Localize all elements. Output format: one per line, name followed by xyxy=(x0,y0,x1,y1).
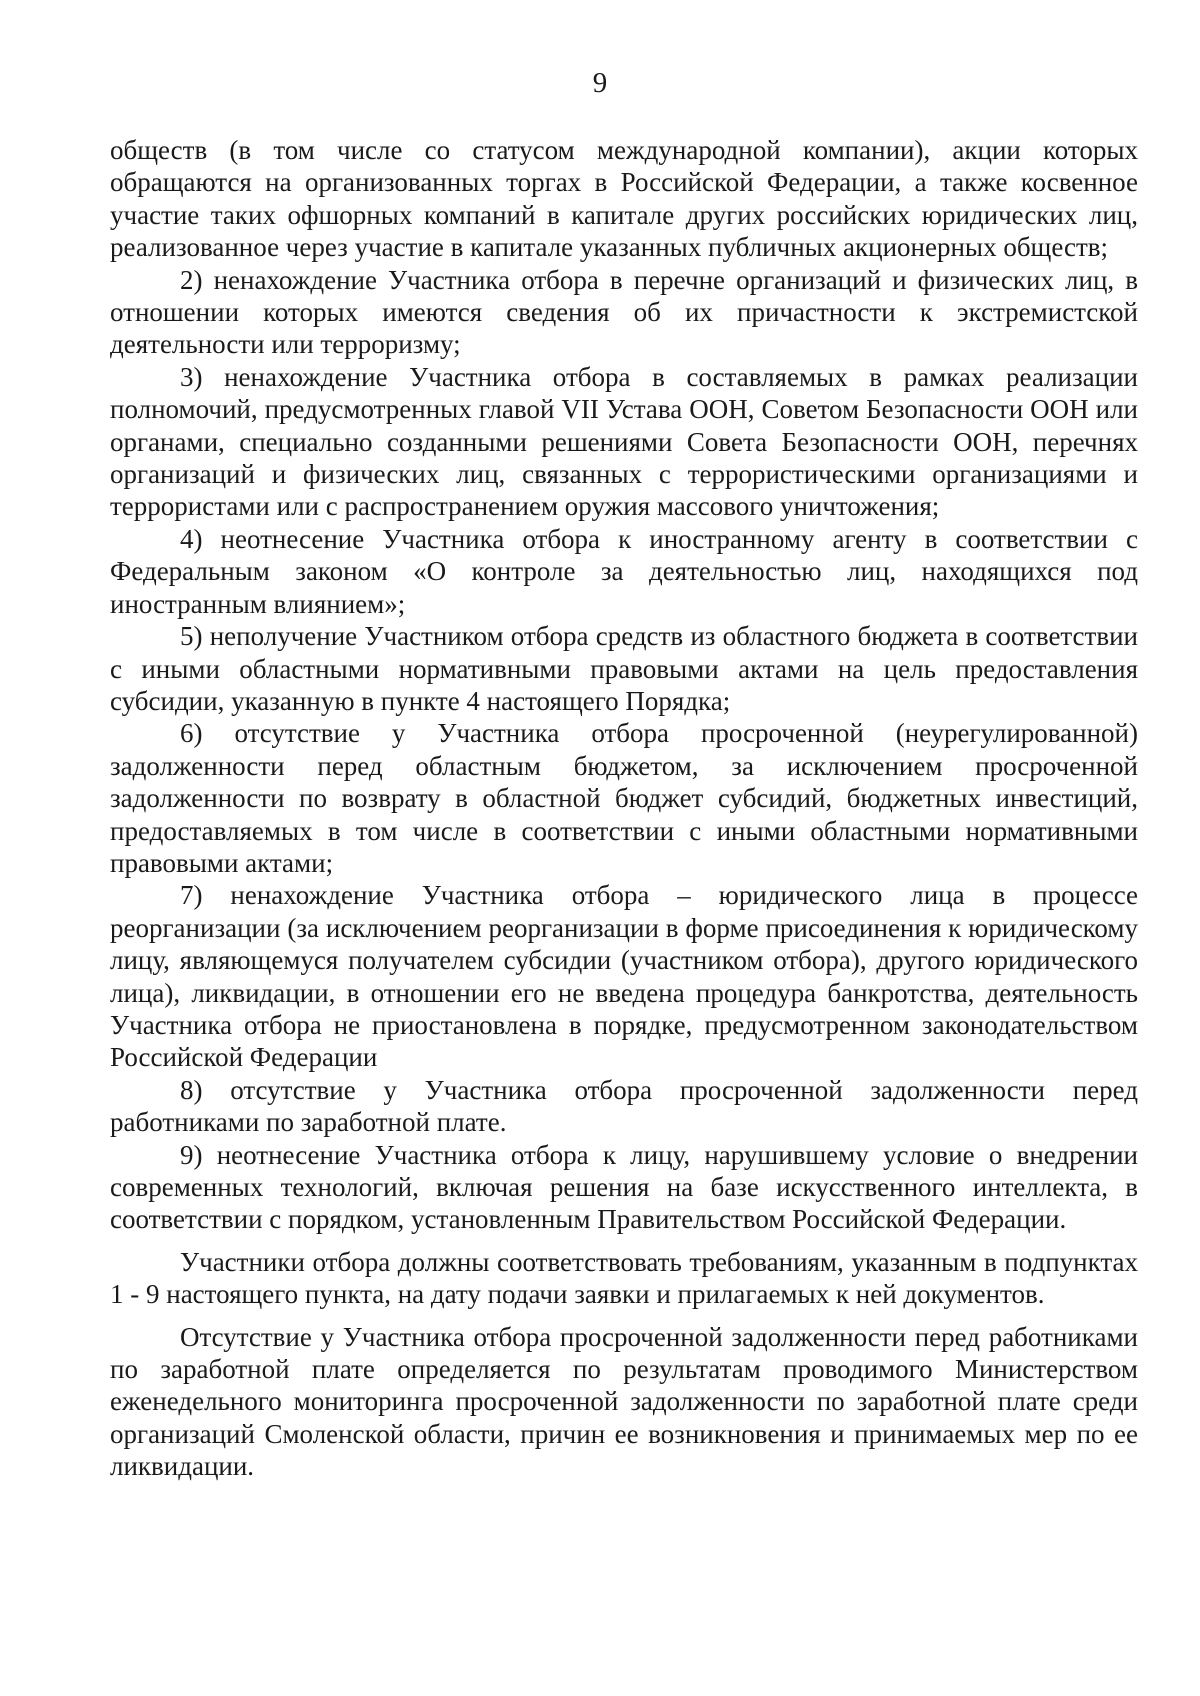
paragraph-item-8: 8) отсутствие у Участника отбора просроченной задолженности перед работниками по заработной плате. xyxy=(110,1074,1138,1138)
paragraph-item-5: 5) неполучение Участником отбора средств из областного бюджета в соответствии с иными областными нормативными правовыми актами на цель предоставления субсидии, указанную в пункте 4 настоящего Порядка; xyxy=(110,621,1138,716)
paragraph-item-9: 9) неотнесение Участника отбора к лицу, нарушившему условие о внедрении современных технологий, включая решения на базе искусственного интеллекта, в соответствии с порядком, установленным Правительством Российской Федерации. xyxy=(110,1139,1138,1235)
document-body xyxy=(110,134,1138,1483)
paragraph-item-6: 6) отсутствие у Участника отбора просроченной (неурегулированной) задолженности перед областным бюджетом, за исключением просроченной задолженности по возврату в областной бюджет субсидий, бюджетных инвестиций, предоставляемых в том числе в соответствии с иными областными нормативными правовыми актами; xyxy=(110,718,1138,878)
paragraph-continuation: обществ (в том числе со статусом международной компании), акции которых обращаются на организованных торгах в Российской Федерации, а также косвенное участие таких офшорных компаний в капитале других российских юридических лиц, реализованное через участие в капитале указанных публичных акционерных обществ; xyxy=(110,135,1138,263)
paragraph-item-3: 3) ненахождение Участника отбора в составляемых в рамках реализации полномочий, предусмотренных главой VII Устава ООН, Советом Безопасности ООН или органами, специально созданными решениями Совета Безопасности ООН, перечнях организаций и физических лиц, связанных с террористическими организациями и террористами или с распространением оружия массового уничтожения; xyxy=(110,361,1138,522)
paragraph-requirements: Участники отбора должны соответствовать требованиям, указанным в подпунктах 1 - 9 настоящего пункта, на дату подачи заявки и прилагаемых к ней документов. xyxy=(110,1246,1138,1310)
paragraph-item-7: 7) ненахождение Участника отбора – юридического лица в процессе реорганизации (за исключением реорганизации в форме присоединения к юридическому лицу, являющемуся получателем субсидии (участником отбора), другого юридического лица), ликвидации, в отношении его не введена процедура банкротства, деятельность Участника отбора не приостановлена в порядке, предусмотренном законодательством Российской Федерации xyxy=(110,880,1138,1073)
page-number: 9 xyxy=(592,67,608,99)
paragraph-item-4: 4) неотнесение Участника отбора к иностранному агенту в соответствии с Федеральным законом «О контроле за деятельностью лиц, находящихся под иностранным влиянием»; xyxy=(110,523,1138,619)
paragraph-monitoring: Отсутствие у Участника отбора просроченной задолженности перед работниками по заработной плате определяется по результатам проводимого Министерством еженедельного мониторинга просроченной задолженности по заработной плате среди организаций Смоленской области, причин ее возникновения и принимаемых мер по ее ликвидации. xyxy=(110,1321,1138,1482)
paragraph-item-2: 2) ненахождение Участника отбора в перечне организаций и физических лиц, в отношении которых имеются сведения об их причастности к экстремистской деятельности или терроризму; xyxy=(110,264,1138,360)
